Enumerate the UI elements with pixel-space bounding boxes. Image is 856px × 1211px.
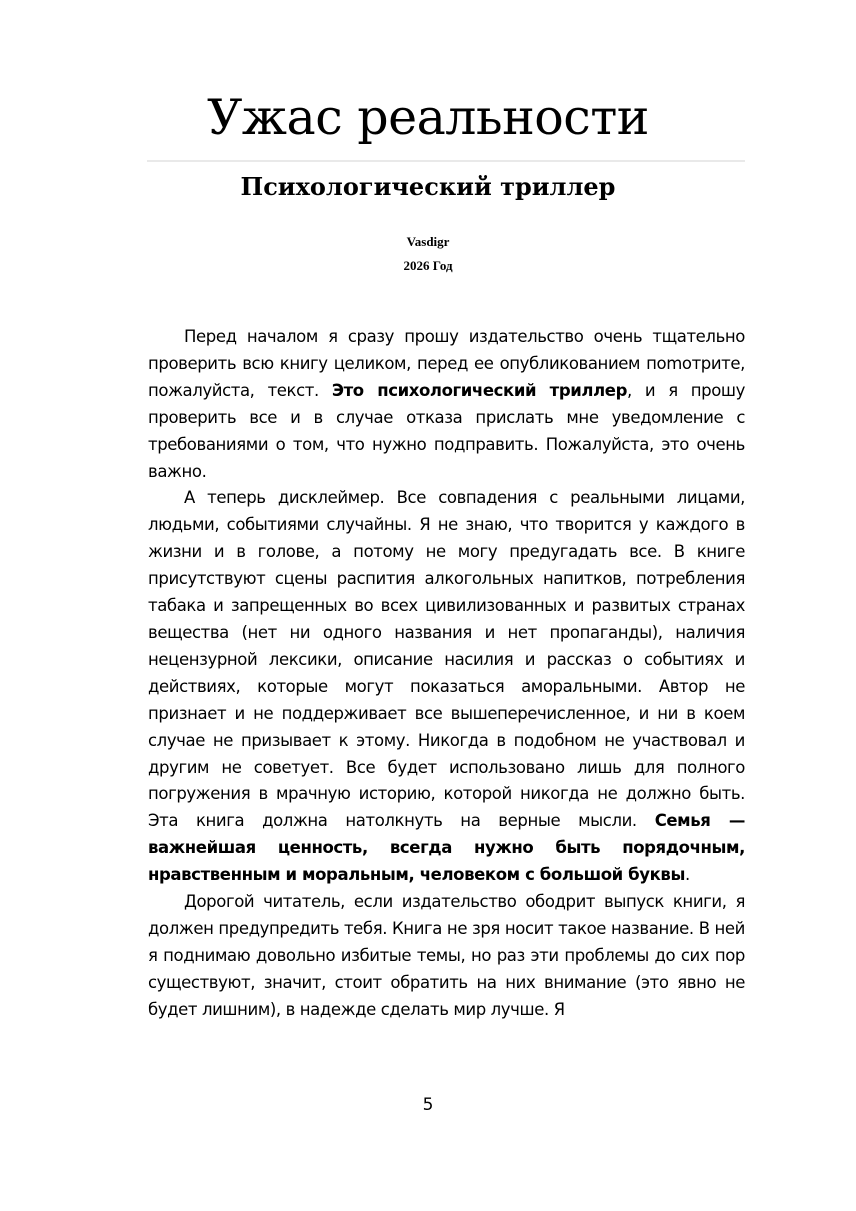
paragraph-disclaimer-bold: Семья — важнейшая ценность, всегда нужно быть порядочным, нравственным и моральным, человеком с большой буквы	[148, 811, 745, 885]
paragraph-intro-text-start: Перед началом я сразу прошу издательство очень тщательно проверить всю книгу целиком, перед ее опубликованием поmотрите, пожалуйста, текст.	[148, 327, 745, 400]
paragraph-reader: Дорогой читатель, если издательство ободрит выпуск книги, я должен предупредить тебя. Книга не зря носит такое название. В ней я поднимаю довольно избитые темы, но раз эти проблемы до сих пор существуют, значит, стоит обратить на них внимание (это явно не будет лишним), в надежде сделать мир лучше. Я	[148, 892, 745, 1019]
paragraph-intro	[148, 324, 745, 485]
paragraph-intro-bold: Это психологический триллер	[331, 380, 627, 400]
paragraph-intro-text-end: , и я прошу проверить все и в случае отказа прислать мне уведомление с требованиями о том, что нужно подправить. Пожалуйста, это очень важно.	[148, 380, 745, 481]
book-subtitle: Психологический триллер	[240, 172, 616, 201]
paragraph-disclaimer-end: .	[684, 865, 690, 885]
body-text	[148, 324, 745, 1024]
publication-year: 2026 Год	[403, 258, 453, 273]
author-name: Vasdigr	[406, 234, 450, 249]
book-title: Ужас реальности	[207, 89, 649, 146]
paragraph-disclaimer	[148, 485, 745, 889]
paragraph-disclaimer-text: А теперь дисклеймер. Все совпадения с реальными лицами, людьми, событиями случайны. Я не знаю, что творится у каждого в жизни и в голове, а потому не могу предугадать все. В книге присутствуют сцены распития алкогольных напитков, потребления табака и запрещенных во всех цивилизованных и развитых странах вещества (нет ни одного названия и нет пропаганды), наличия нецензурной лексики, описание насилия и рассказ о событиях и действиях, которые могут показаться аморальными. Автор не признает и не поддерживает все вышеперечисленное, и ни в коем случае не призывает к этому. Никогда в подобном не участвовал и другим не советует. Все будет использовано лишь для полного погружения в мрачную историю, которой никогда не должно быть. Эта книга должна натолкнуть на верные мысли.	[148, 488, 745, 831]
title-divider	[147, 160, 745, 162]
page-number: 5	[422, 1095, 434, 1115]
